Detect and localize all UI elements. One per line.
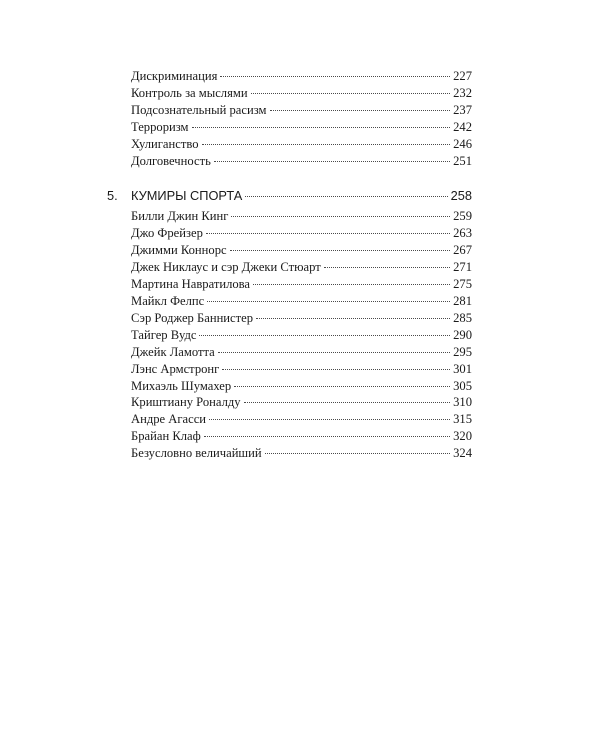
- toc-entry-title: Джо Фрейзер: [131, 226, 203, 241]
- dot-leader: [192, 127, 451, 128]
- toc-entry-title: Безусловно величайший: [131, 446, 262, 461]
- toc-entry[interactable]: [107, 310, 472, 327]
- dot-leader: [222, 369, 450, 370]
- dot-leader: [230, 250, 451, 251]
- dot-leader: [214, 161, 450, 162]
- dot-leader: [256, 318, 450, 319]
- toc-entry-title: Андре Агасси: [131, 412, 207, 427]
- toc-entry[interactable]: [107, 102, 472, 119]
- toc-entry-title: Майкл Фелпс: [131, 293, 205, 308]
- toc-entry-page-number: 232: [453, 85, 472, 100]
- toc-entry[interactable]: [107, 276, 472, 293]
- toc-entry[interactable]: [107, 68, 472, 85]
- toc-entry-title: Билли Джин Кинг: [131, 209, 229, 224]
- dot-leader: [202, 144, 451, 145]
- section-title: КУМИРЫ СПОРТА: [131, 188, 243, 204]
- section-number: 5.: [107, 188, 118, 204]
- dot-leader: [231, 216, 450, 217]
- toc-entry-title: Джек Никлаус и сэр Джеки Стюарт: [131, 260, 321, 275]
- toc-entry-page-number: 285: [453, 310, 472, 325]
- toc-entry-page-number: 315: [453, 412, 472, 427]
- toc-entry-page-number: 263: [453, 226, 472, 241]
- toc-entry-title: Контроль за мыслями: [131, 85, 248, 100]
- toc-entry[interactable]: [107, 136, 472, 153]
- section-entries: [107, 208, 472, 462]
- dot-leader: [324, 267, 450, 268]
- dot-leader: [251, 93, 451, 94]
- toc-entry-page-number: 301: [453, 361, 472, 376]
- toc-entry-title: Лэнс Армстронг: [131, 361, 220, 376]
- toc-entry-title: Тайгер Вудс: [131, 327, 197, 342]
- dot-leader: [204, 436, 450, 437]
- toc-entry[interactable]: [107, 119, 472, 136]
- toc-entry-page-number: 310: [453, 395, 472, 410]
- toc-entry-page-number: 295: [453, 344, 472, 359]
- toc-entry[interactable]: [107, 242, 472, 259]
- toc-entry-title: Мартина Навратилова: [131, 277, 251, 292]
- toc-entry-title: Терроризм: [131, 119, 189, 134]
- toc-entry[interactable]: [107, 153, 472, 170]
- toc-entry[interactable]: [107, 208, 472, 225]
- toc-entry-title: Подсознательный расизм: [131, 102, 267, 117]
- toc-entry-page-number: 271: [453, 260, 472, 275]
- dot-leader: [265, 453, 450, 454]
- dot-leader: [245, 196, 447, 197]
- dot-leader: [207, 301, 450, 302]
- toc-entry-title: Брайан Клаф: [131, 429, 201, 444]
- toc-entry[interactable]: [107, 293, 472, 310]
- dot-leader: [220, 76, 450, 77]
- toc-entry-page-number: 227: [453, 69, 472, 83]
- dot-leader: [270, 110, 451, 111]
- toc-entry-page-number: 242: [453, 119, 472, 134]
- toc-entry-title: Сэр Роджер Баннистер: [131, 310, 254, 325]
- toc-entry[interactable]: [107, 225, 472, 242]
- toc-entry-title: Криштиану Роналду: [131, 395, 241, 410]
- toc-entry-page-number: 246: [453, 136, 472, 151]
- toc-entry-page-number: 290: [453, 327, 472, 342]
- toc-entry[interactable]: [107, 378, 472, 395]
- dot-leader: [206, 233, 450, 234]
- toc-entry[interactable]: [107, 327, 472, 344]
- toc-entry[interactable]: [107, 259, 472, 276]
- section-heading[interactable]: [107, 187, 472, 205]
- toc-entry[interactable]: [107, 428, 472, 445]
- dot-leader: [209, 419, 450, 420]
- dot-leader: [234, 386, 450, 387]
- toc-entry[interactable]: [107, 394, 472, 411]
- toc-entry-page-number: 259: [453, 209, 472, 224]
- toc-entry-title: Джимми Коннорс: [131, 243, 227, 258]
- toc-entry-page-number: 267: [453, 243, 472, 258]
- table-of-contents: [107, 68, 472, 462]
- toc-entry[interactable]: [107, 445, 472, 462]
- toc-entry-title: Дискриминация: [131, 69, 218, 83]
- section-heading-title: [107, 187, 242, 205]
- toc-entry-page-number: 305: [453, 378, 472, 393]
- dot-leader: [253, 284, 450, 285]
- toc-entry[interactable]: [107, 361, 472, 378]
- toc-entry-page-number: 237: [453, 102, 472, 117]
- toc-entry-title: Джейк Ламотта: [131, 344, 215, 359]
- dot-leader: [199, 335, 450, 336]
- toc-entry[interactable]: [107, 344, 472, 361]
- toc-entry-title: Хулиганство: [131, 136, 199, 151]
- toc-entry-title: Долговечность: [131, 153, 211, 168]
- toc-entry-page-number: 324: [453, 446, 472, 461]
- continued-entries: [107, 68, 472, 169]
- toc-entry[interactable]: [107, 85, 472, 102]
- dot-leader: [218, 352, 450, 353]
- toc-entry[interactable]: [107, 411, 472, 428]
- dot-leader: [244, 402, 451, 403]
- section-spacer: [107, 169, 472, 187]
- toc-entry-page-number: 281: [453, 293, 472, 308]
- toc-entry-title: Михаэль Шумахер: [131, 378, 232, 393]
- toc-entry-page-number: 251: [453, 153, 472, 168]
- toc-entry-page-number: 275: [453, 277, 472, 292]
- toc-entry-page-number: 320: [453, 429, 472, 444]
- section-page-number: 258: [450, 188, 472, 204]
